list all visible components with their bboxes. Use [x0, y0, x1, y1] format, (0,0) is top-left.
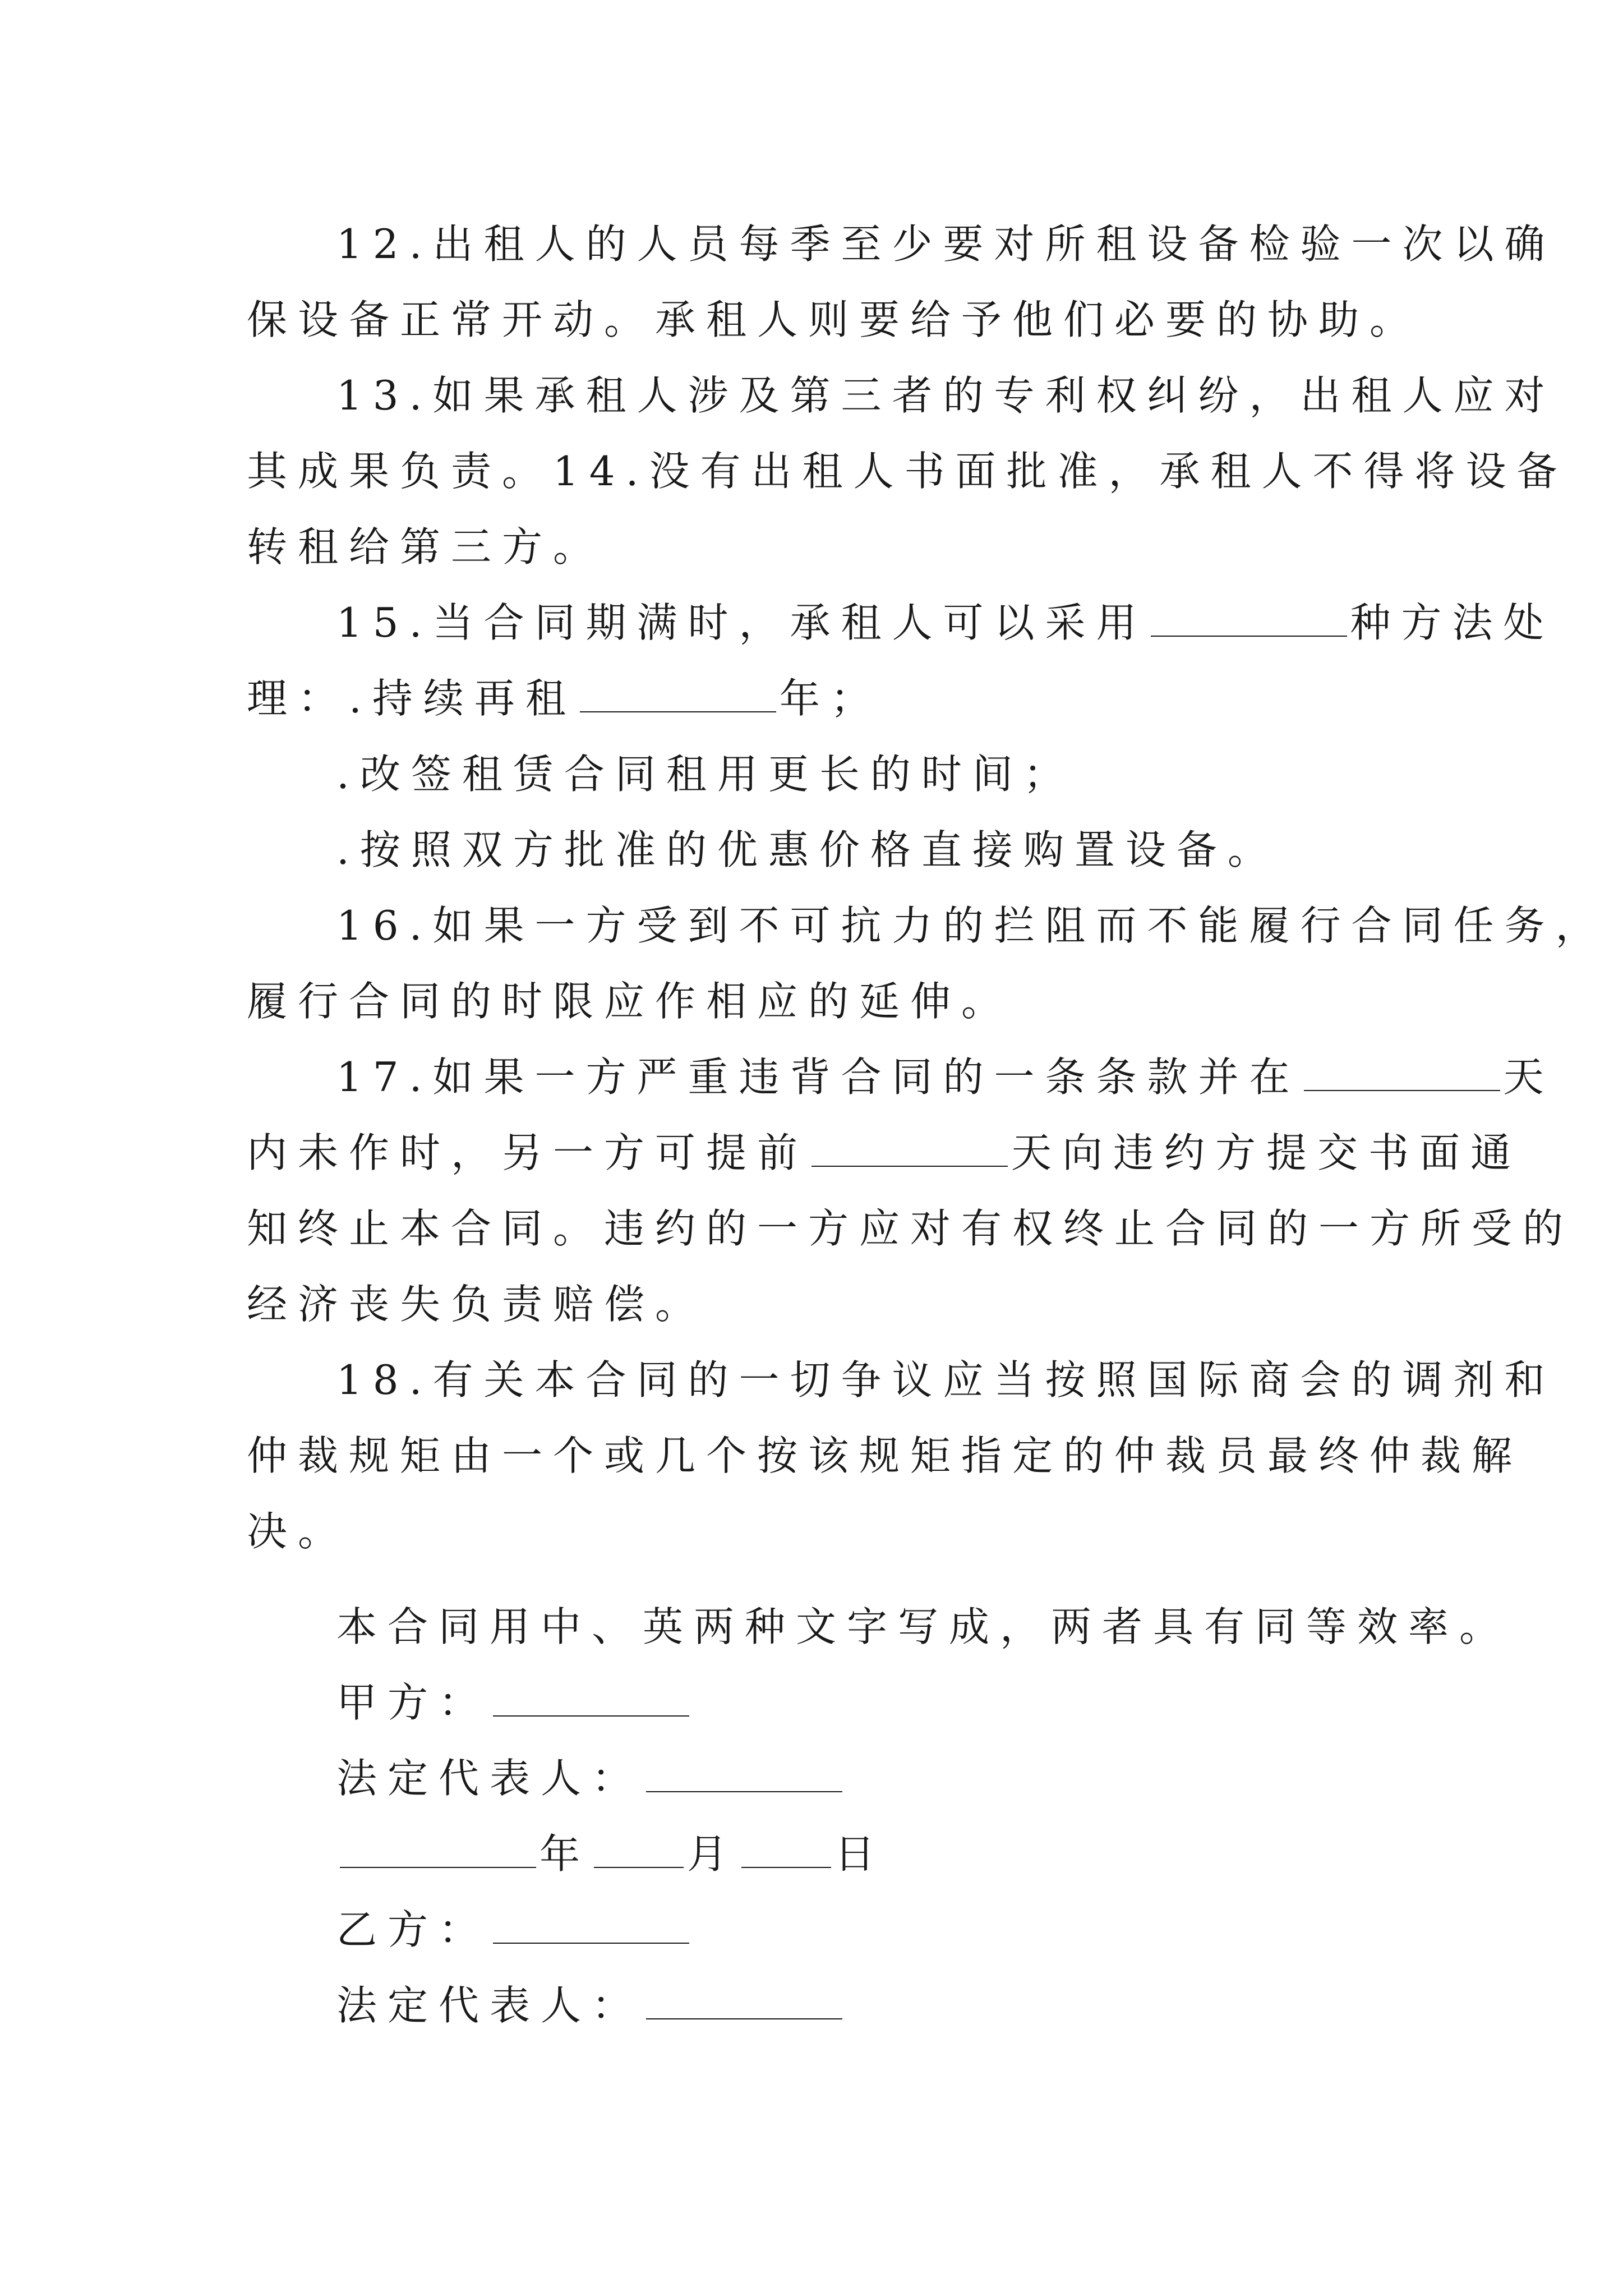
- clause-15-text-1b: 种方法处: [1350, 599, 1555, 646]
- methods-count-blank[interactable]: [1151, 603, 1347, 637]
- clause-12-text-1: 12.出租人的人员每季至少要对所租设备检验一次以确: [336, 220, 1556, 268]
- party-a-rep-label: 法定代表人：: [336, 1755, 643, 1802]
- clause-16-text-2: 履行合同的时限应作相应的延伸。: [247, 978, 1013, 1025]
- party-a-label: 甲方：: [336, 1679, 490, 1726]
- date-row: [336, 1826, 886, 1882]
- clause-18-line-1: [336, 1352, 1556, 1408]
- clause-15-text-1a: 15.当合同期满时，承租人可以采用: [336, 599, 1147, 646]
- party-b-rep-label: 法定代表人：: [336, 1982, 643, 2029]
- clause-12-text-2: 保设备正常开动。承租人则要给予他们必要的协助。: [247, 296, 1421, 343]
- renewal-years-blank[interactable]: [580, 679, 776, 712]
- clause-17-line-3: [247, 1200, 1574, 1257]
- clause-15-text-2a: 理：.持续再租: [247, 675, 577, 722]
- party-a-rep-blank[interactable]: [646, 1759, 842, 1792]
- closing-statement: [336, 1599, 1510, 1655]
- clause-17-line-4: [247, 1276, 706, 1332]
- clause-15-option-3: [336, 822, 1279, 878]
- clause-17-text-1b: 天: [1503, 1053, 1555, 1101]
- clause-17-text-4: 经济丧失负责赔偿。: [247, 1281, 707, 1328]
- clause-16-text-1: 16.如果一方受到不可抗力的拦阻而不能履行合同任务，: [336, 902, 1607, 949]
- clause-15-text-2b: 年；: [779, 675, 882, 722]
- cure-days-blank[interactable]: [1304, 1057, 1500, 1091]
- clause-14-text-3: 转租给第三方。: [247, 523, 605, 570]
- date-year-blank[interactable]: [340, 1834, 536, 1868]
- date-day-label: 日: [834, 1830, 886, 1878]
- notice-days-blank[interactable]: [811, 1133, 1008, 1167]
- clause-13-text-1: 13.如果承租人涉及第三者的专利权纠纷，出租人应对: [336, 372, 1556, 419]
- clause-16-line-1: [336, 898, 1607, 954]
- party-a-row: [336, 1674, 693, 1731]
- clause-15-option-3-text: .按照双方批准的优惠价格直接购置设备。: [336, 826, 1279, 873]
- party-b-blank[interactable]: [493, 1910, 689, 1944]
- clause-17-line-1: [336, 1049, 1555, 1105]
- closing-text: 本合同用中、英两种文字写成，两者具有同等效率。: [336, 1603, 1511, 1650]
- clause-18-line-2: [247, 1428, 1523, 1484]
- date-year-label: 年: [540, 1830, 591, 1878]
- date-month-blank[interactable]: [594, 1834, 684, 1868]
- clause-17-text-3: 知终止本合同。违约的一方应对有权终止合同的一方所受的: [247, 1205, 1574, 1252]
- clause-18-text-3: 决。: [247, 1508, 349, 1555]
- clause-18-line-3: [247, 1503, 349, 1559]
- clause-16-line-2: [247, 973, 1012, 1029]
- party-a-rep-row: [336, 1750, 846, 1806]
- party-b-label: 乙方：: [336, 1906, 490, 1953]
- clause-15-line-1: [336, 595, 1555, 651]
- date-month-label: 月: [687, 1830, 739, 1878]
- party-a-blank[interactable]: [493, 1683, 689, 1717]
- clause-15-option-2-text: .改签租赁合同租用更长的时间；: [336, 751, 1075, 798]
- clause-12-line-1: [336, 216, 1556, 272]
- clause-12-line-2: [247, 292, 1421, 348]
- clause-13-line-1: [336, 367, 1556, 424]
- clause-14-line-3: [247, 519, 604, 575]
- date-day-blank[interactable]: [741, 1834, 831, 1868]
- party-b-rep-blank[interactable]: [646, 1986, 842, 2019]
- party-b-rep-row: [336, 1977, 846, 2033]
- clause-13-line-2: [247, 443, 1568, 499]
- clause-15-line-2: [247, 670, 882, 726]
- clause-17-text-2b: 天向违约方提交书面通: [1011, 1129, 1522, 1176]
- clause-15-option-2: [336, 746, 1075, 802]
- clause-13-text-2: 其成果负责。14.没有出租人书面批准，承租人不得将设备: [247, 448, 1568, 495]
- clause-18-text-1: 18.有关本合同的一切争议应当按照国际商会的调剂和: [336, 1356, 1556, 1404]
- clause-17-text-2a: 内未作时，另一方可提前: [247, 1129, 809, 1176]
- party-b-row: [336, 1902, 693, 1958]
- clause-18-text-2: 仲裁规矩由一个或几个按该规矩指定的仲裁员最终仲裁解: [247, 1432, 1523, 1479]
- clause-17-line-2: [247, 1125, 1521, 1181]
- clause-17-text-1a: 17.如果一方严重违背合同的一条条款并在: [336, 1053, 1301, 1101]
